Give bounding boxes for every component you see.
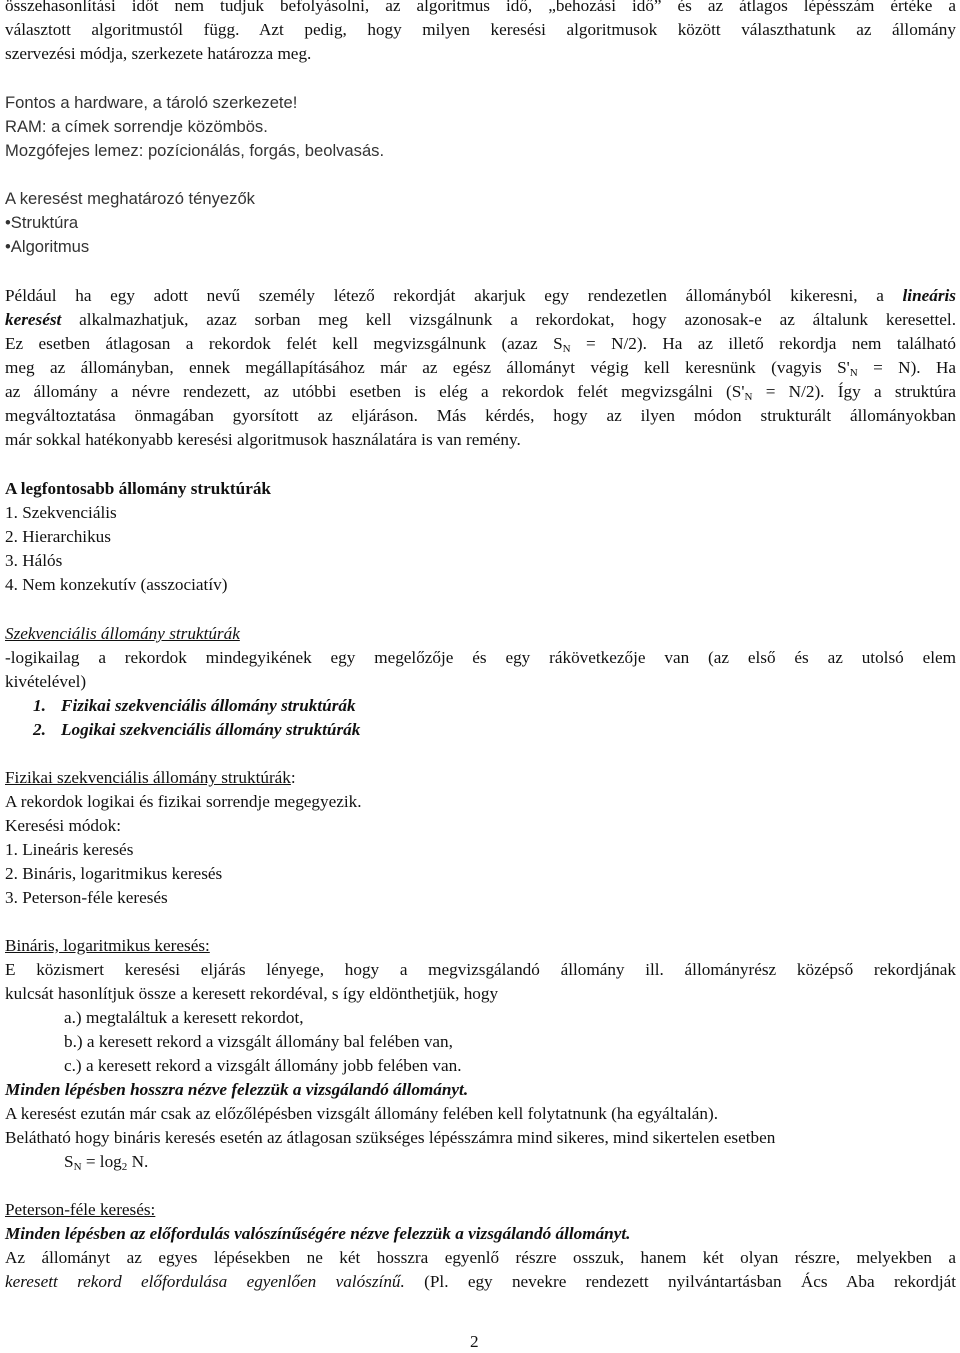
paragraph-line: [5, 332, 956, 356]
item-number: 1.: [33, 696, 46, 715]
paragraph-line: már sokkal hatékonyabb keresési algoritmusok használatára is van remény.: [5, 430, 521, 449]
text-run: alkalmazhatjuk, azaz sorban meg kell vizsgálnunk a rekordokat, hogy azonosak-e az általunk keresettel.: [79, 310, 956, 329]
item-text: Fizikai szekvenciális állomány struktúrák: [61, 696, 356, 715]
paragraph-line: [5, 284, 956, 308]
text-run: = N). Ha: [873, 358, 957, 377]
subsection-heading: Peterson-féle keresés:: [5, 1200, 156, 1219]
subscript: N: [744, 391, 753, 403]
list-item: c.) a keresett rekord a vizsgált állomány jobb felében van.: [64, 1056, 462, 1075]
text-run: (Pl. egy nevekre rendezett nyilvántartásban Ács Aba rekordját: [424, 1272, 956, 1291]
emphasis-line: Minden lépésben az előfordulás valószínűségére nézve felezzük a vizsgálandó állományt.: [5, 1224, 631, 1243]
paragraph-line: [5, 380, 956, 404]
paragraph-line: A rekordok logikai és fizikai sorrendje megegyezik.: [5, 792, 362, 811]
text-run: Ez esetben átlagosan a rekordok felét kell megvizsgálnunk (azaz S: [5, 334, 563, 353]
paragraph-line: Az állományt az egyes lépésekben ne két hosszra egyenlő részre osszuk, hanem két olyan részre, melyekben a: [5, 1248, 956, 1267]
paragraph-line: [5, 1270, 956, 1294]
section-heading: Szekvenciális állomány struktúrák: [5, 624, 240, 643]
heading-colon: :: [290, 768, 296, 787]
list-item: 2. Bináris, logaritmikus keresés: [5, 864, 223, 883]
text-run: = N/2). Így a struktúra: [765, 382, 956, 401]
list-item: 3. Hálós: [5, 551, 63, 570]
ram-note: RAM: a címek sorrendje közömbös.: [5, 117, 268, 136]
formula-text: S: [64, 1152, 74, 1171]
list-item: 1. Lineáris keresés: [5, 840, 134, 859]
paragraph-line: Keresési módok:: [5, 816, 121, 835]
list-item: 4. Nem konzekutív (asszociatív): [5, 575, 228, 594]
list-item: a.) megtaláltuk a keresett rekordot,: [64, 1008, 304, 1027]
text-run: Például ha egy adott nevű személy létező rekordját akarjuk egy rendezetlen állományból kikeresni, a: [5, 286, 884, 305]
item-number: 2.: [33, 720, 46, 739]
numbered-item: [33, 694, 356, 718]
text-run: meg az állományban, ennek megállapításához már az egész állományt végig kell keresnünk (vagyis S': [5, 358, 850, 377]
factors-heading: A keresést meghatározó tényezők: [5, 189, 255, 208]
formula-text: = log: [85, 1152, 122, 1171]
subsection-heading: Bináris, logaritmikus keresés:: [5, 936, 210, 955]
subscript: 2: [121, 1161, 128, 1173]
heading-text: Fizikai szekvenciális állomány struktúrák: [5, 768, 291, 787]
emphasis-term: keresést: [5, 310, 62, 329]
paragraph-line: E közismert keresési eljárás lényege, hogy a megvizsgálandó állomány ill. állományrész középső rekordjának: [5, 960, 956, 979]
list-item: b.) a keresett rekord a vizsgált állomány bal felében van,: [64, 1032, 453, 1051]
section-heading: A legfontosabb állomány struktúrák: [5, 479, 271, 498]
paragraph-line: Belátható hogy bináris keresés esetén az átlagosan szükséges lépésszámra mind sikeres, mind sikertelen esetben: [5, 1128, 776, 1147]
paragraph-line: megváltoztatása önmagában gyorsított az eljáráson. Más kérdés, hogy az ilyen módon strukturált állományokban: [5, 406, 956, 425]
bullet-item: •Struktúra: [5, 213, 79, 232]
list-item: 2. Hierarchikus: [5, 527, 111, 546]
numbered-item: [33, 718, 360, 742]
bullet-item: •Algoritmus: [5, 237, 90, 256]
subscript: N: [849, 367, 858, 379]
paragraph-line: összehasonlítási időt nem tudjuk befolyásolni, az algoritmus idő, „behozási idő” és az átlagos lépésszám értéke a: [5, 0, 956, 15]
subscript: N: [562, 343, 571, 355]
paragraph-line: szervezési módja, szerkezete határozza meg.: [5, 44, 312, 63]
subscript: N: [73, 1161, 82, 1173]
text-run: az állomány a névre rendezett, az utóbbi esetben is elég a rekordok felét megvizsgálni (S': [5, 382, 745, 401]
paragraph-line: -logikailag a rekordok mindegyikének egy megelőzője és egy rákövetkezője van (az első és az utolsó elem: [5, 648, 956, 667]
paragraph-line: [5, 308, 956, 332]
disk-note: Mozgófejes lemez: pozícionálás, forgás, beolvasás.: [5, 141, 385, 160]
paragraph-line: A keresést ezután már csak az előzőlépésben vizsgált állomány felében kell folytatnunk (ha egyáltalán).: [5, 1104, 718, 1123]
paragraph-line: kivételével): [5, 672, 87, 691]
formula-text: N.: [131, 1152, 149, 1171]
emphasis-term: lineáris: [902, 286, 956, 305]
list-item: 1. Szekvenciális: [5, 503, 117, 522]
text-run: = N/2). Ha az illető rekordja nem található: [586, 334, 956, 353]
item-text: Logikai szekvenciális állomány struktúrák: [61, 720, 361, 739]
subsection-heading: [5, 766, 296, 790]
formula: [64, 1150, 148, 1174]
paragraph-line: választott algoritmustól függ. Azt pedig, hogy milyen keresési algoritmusok között választhatunk az állomány: [5, 20, 956, 39]
paragraph-line: [5, 356, 956, 380]
emphasis-term: keresett rekord előfordulása egyenlően valószínű.: [5, 1272, 405, 1291]
paragraph-line: kulcsát hasonlítjuk össze a keresett rekordéval, s így eldönthetjük, hogy: [5, 984, 499, 1003]
page-number: 2: [470, 1332, 479, 1351]
emphasis-line: Minden lépésben hosszra nézve felezzük a vizsgálandó állományt.: [5, 1080, 469, 1099]
list-item: 3. Peterson-féle keresés: [5, 888, 168, 907]
hardware-note: Fontos a hardware, a tároló szerkezete!: [5, 93, 298, 112]
